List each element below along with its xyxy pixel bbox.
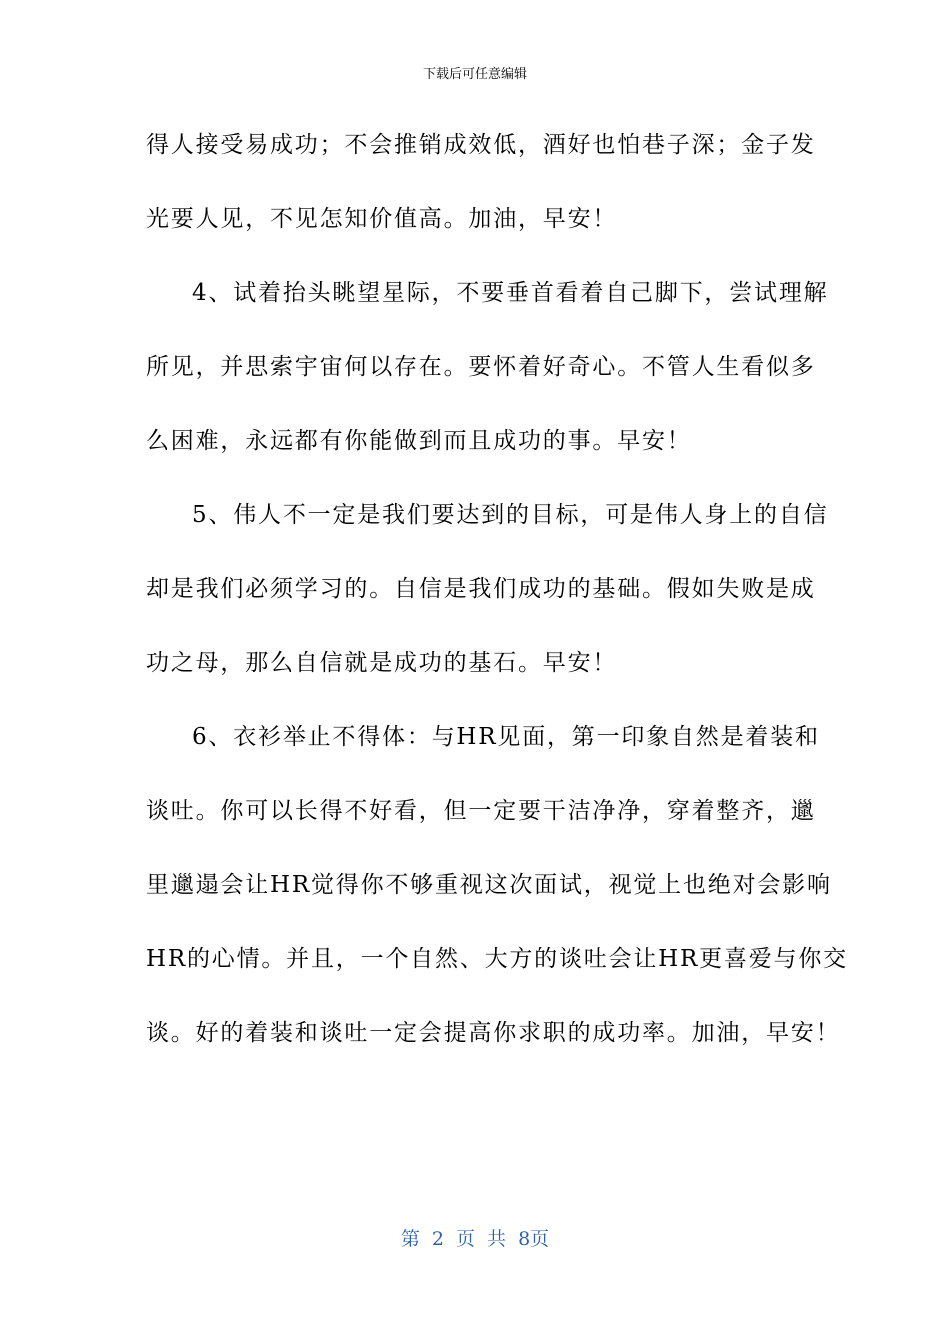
paragraph-start-line: 5、伟人不一定是我们要达到的目标，可是伟人身上的自信 bbox=[192, 502, 829, 528]
page-number-footer: 第 2 页 共 8页 bbox=[400, 1228, 550, 1250]
text-line: 得人接受易成功；不会推销成效低，酒好也怕巷子深；金子发 bbox=[146, 132, 816, 158]
document-body bbox=[146, 125, 848, 1087]
page-header: 下载后可任意编辑 bbox=[422, 67, 527, 82]
paragraph-start-line: 6、衣衫举止不得体：与HR见面，第一印象自然是着装和 bbox=[192, 724, 820, 750]
text-line: 谈吐。你可以长得不好看，但一定要干洁净净，穿着整齐，邋 bbox=[146, 798, 816, 824]
text-line: 所见，并思索宇宙何以存在。要怀着好奇心。不管人生看似多 bbox=[146, 354, 816, 380]
text-line: 却是我们必须学习的。自信是我们成功的基础。假如失败是成 bbox=[146, 576, 816, 602]
text-line: 功之母，那么自信就是成功的基石。早安！ bbox=[146, 650, 618, 676]
text-line: 光要人见，不见怎知价值高。加油，早安！ bbox=[146, 206, 618, 232]
text-line: 谈。好的着装和谈吐一定会提高你求职的成功率。加油，早安！ bbox=[146, 1020, 841, 1046]
text-line: 里邋遢会让HR觉得你不够重视这次面试，视觉上也绝对会影响 bbox=[146, 872, 832, 898]
paragraph-start-line: 4、试着抬头眺望星际，不要垂首看着自己脚下，尝试理解 bbox=[192, 280, 829, 306]
text-line: 么困难，永远都有你能做到而且成功的事。早安！ bbox=[146, 428, 692, 454]
text-line: HR的心情。并且，一个自然、大方的谈吐会让HR更喜爱与你交 bbox=[146, 946, 848, 972]
